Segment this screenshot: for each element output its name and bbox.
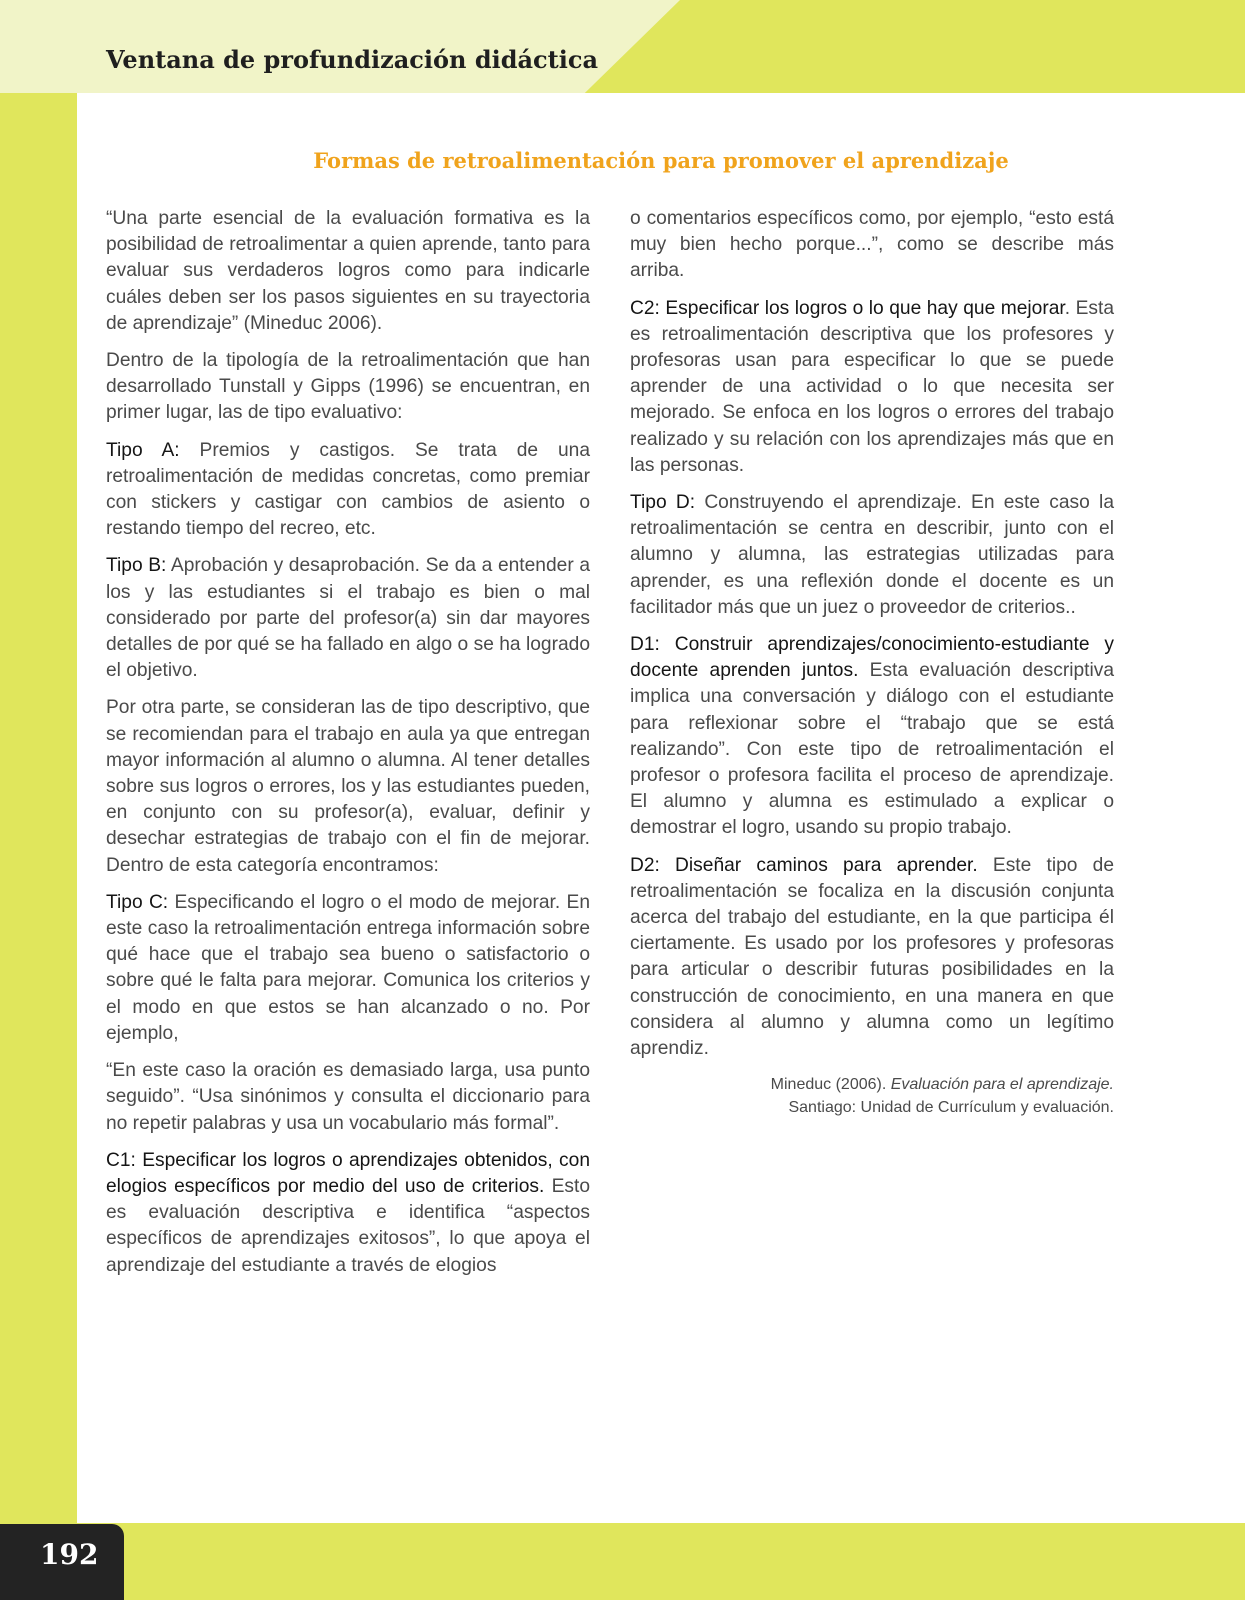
tipo-c-paragraph bbox=[106, 890, 590, 1047]
citation-author: Mineduc (2006). bbox=[770, 1076, 891, 1094]
tipo-c-label: Tipo C: bbox=[106, 891, 169, 913]
descriptive-paragraph: Por otra parte, se consideran las de tipo descriptivo, que se recomiendan para el trabajo en aula ya que entregan mayor información al alumno o alumna. Al tener detalles sobre sus logros o errores, los y las estudiantes pueden, en conjunto con su profesor(a), evaluar, definir y desechar estrategias de trabajo con el fin de mejorar. Dentro de esta categoría encontramos: bbox=[106, 697, 590, 876]
citation bbox=[630, 1073, 1114, 1119]
tipo-d-label: Tipo D: bbox=[630, 492, 696, 514]
tipo-c-text: Especificando el logro o el modo de mejorar. En este caso la retroalimentación entrega información sobre qué hace que el trabajo sea bueno o satisfactorio o sobre qué le falta para mejorar. Comunica los criterios y el modo en que estos se han alcanzado o no. Por ejemplo, bbox=[106, 891, 591, 1044]
tipo-a-label: Tipo A: bbox=[106, 439, 180, 461]
d1-text: Esta evaluación descriptiva implica una conversación y diálogo con el estudiante para reflexionar sobre el “trabajo que se está realizando”. Con este tipo de retroalimentación el profesor o profesora facilita el proceso de aprendizaje. El alumno y alumna es estimulado a explicar o demostrar el logro, usando su propio trabajo. bbox=[630, 660, 1115, 839]
d2-text: Este tipo de retroalimentación se focaliza en la discusión conjunta acerca del trabajo del estudiante, en la que participa él ciertamente. Es usado por los profesores y profesoras para articular o describir futuras posibilidades en la construcción de conocimiento, en una manera en que considera al alumno y alumna como un legítimo aprendiz. bbox=[630, 854, 1114, 1060]
d2-paragraph bbox=[630, 853, 1114, 1063]
tipo-d-text: Construyendo el aprendizaje. En este caso la retroalimentación se centra en describir, junto con el alumno y alumna, las estrategias utilizadas para aprender, es una reflexión donde el docente es un facilitador más que un juez o proveedor de criterios.. bbox=[630, 492, 1114, 618]
continuation-paragraph: o comentarios específicos como, por ejemplo, “esto está muy bien hecho porque...”, como se describe más arriba. bbox=[630, 208, 1114, 282]
tipo-b-text: Aprobación y desaprobación. Se da a entender a los y las estudiantes si el trabajo es bien o mal considerado por parte del profesor(a) sin dar mayores detalles de por qué se ha fallado en algo o se ha logrado el objetivo. bbox=[106, 555, 590, 682]
citation-place: Santiago: Unidad de Currículum y evaluación. bbox=[788, 1099, 1114, 1117]
page-number: 192 bbox=[40, 1538, 99, 1571]
d2-label: D2: Diseñar caminos para aprender. bbox=[630, 854, 978, 876]
c2-text: . Esta es retroalimentación descriptiva que los profesores y profesoras usan para especificar lo que se puede aprender de una actividad o lo que necesita ser mejorado. Se enfoca en los logros o errores del trabajo realizado y su relación con los aprendizajes más que en las personas. bbox=[630, 297, 1114, 476]
tipo-b-paragraph bbox=[106, 553, 590, 684]
example-quote-paragraph: “En este caso la oración es demasiado larga, usa punto seguido”. “Usa sinónimos y consulta el diccionario para no repetir palabras y usa un vocabulario más formal”. bbox=[106, 1060, 590, 1134]
d1-paragraph bbox=[630, 632, 1114, 842]
d1-label: D1: Construir aprendizajes/conocimiento-estudiante y docente aprenden juntos. bbox=[630, 634, 1114, 682]
right-column bbox=[630, 206, 1114, 1119]
c2-label: C2: Especificar los logros o lo que hay que mejorar bbox=[630, 297, 1065, 319]
tipo-d-paragraph bbox=[630, 490, 1114, 621]
tipo-a-paragraph bbox=[106, 438, 590, 543]
typology-paragraph: Dentro de la tipología de la retroalimentación que han desarrollado Tunstall y Gipps (1996) se encuentran, en primer lugar, las de tipo evaluativo: bbox=[106, 350, 590, 424]
citation-title: Evaluación para el aprendizaje. bbox=[890, 1076, 1114, 1094]
tipo-a-text: Premios y castigos. Se trata de una retroalimentación de medidas concretas, como premiar con stickers y castigar con cambios de asiento o restando tiempo del recreo, etc. bbox=[106, 439, 590, 540]
page-number-tab bbox=[0, 1524, 124, 1600]
intro-quote-paragraph: “Una parte esencial de la evaluación formativa es la posibilidad de retroalimentar a quien aprende, tanto para evaluar sus verdaderos logros como para indicarle cuáles deben ser los pasos siguientes en su trayectoria de aprendizaje” (Mineduc 2006). bbox=[106, 208, 590, 334]
c1-paragraph bbox=[106, 1148, 590, 1279]
c2-paragraph bbox=[630, 296, 1114, 479]
header-title: Ventana de profundización didáctica bbox=[106, 45, 599, 74]
section-title: Formas de retroalimentación para promover el aprendizaje bbox=[313, 148, 1009, 173]
tipo-b-label: Tipo B: bbox=[106, 555, 167, 577]
left-column bbox=[106, 206, 590, 1290]
c1-text: Esto es evaluación descriptiva e identifica “aspectos específicos de aprendizajes exitosos”, lo que apoya el aprendizaje del estudiante a través de elogios bbox=[106, 1175, 590, 1276]
c1-label: C1: Especificar los logros o aprendizajes obtenidos, con elogios específicos por medio del uso de criterios. bbox=[106, 1149, 590, 1197]
